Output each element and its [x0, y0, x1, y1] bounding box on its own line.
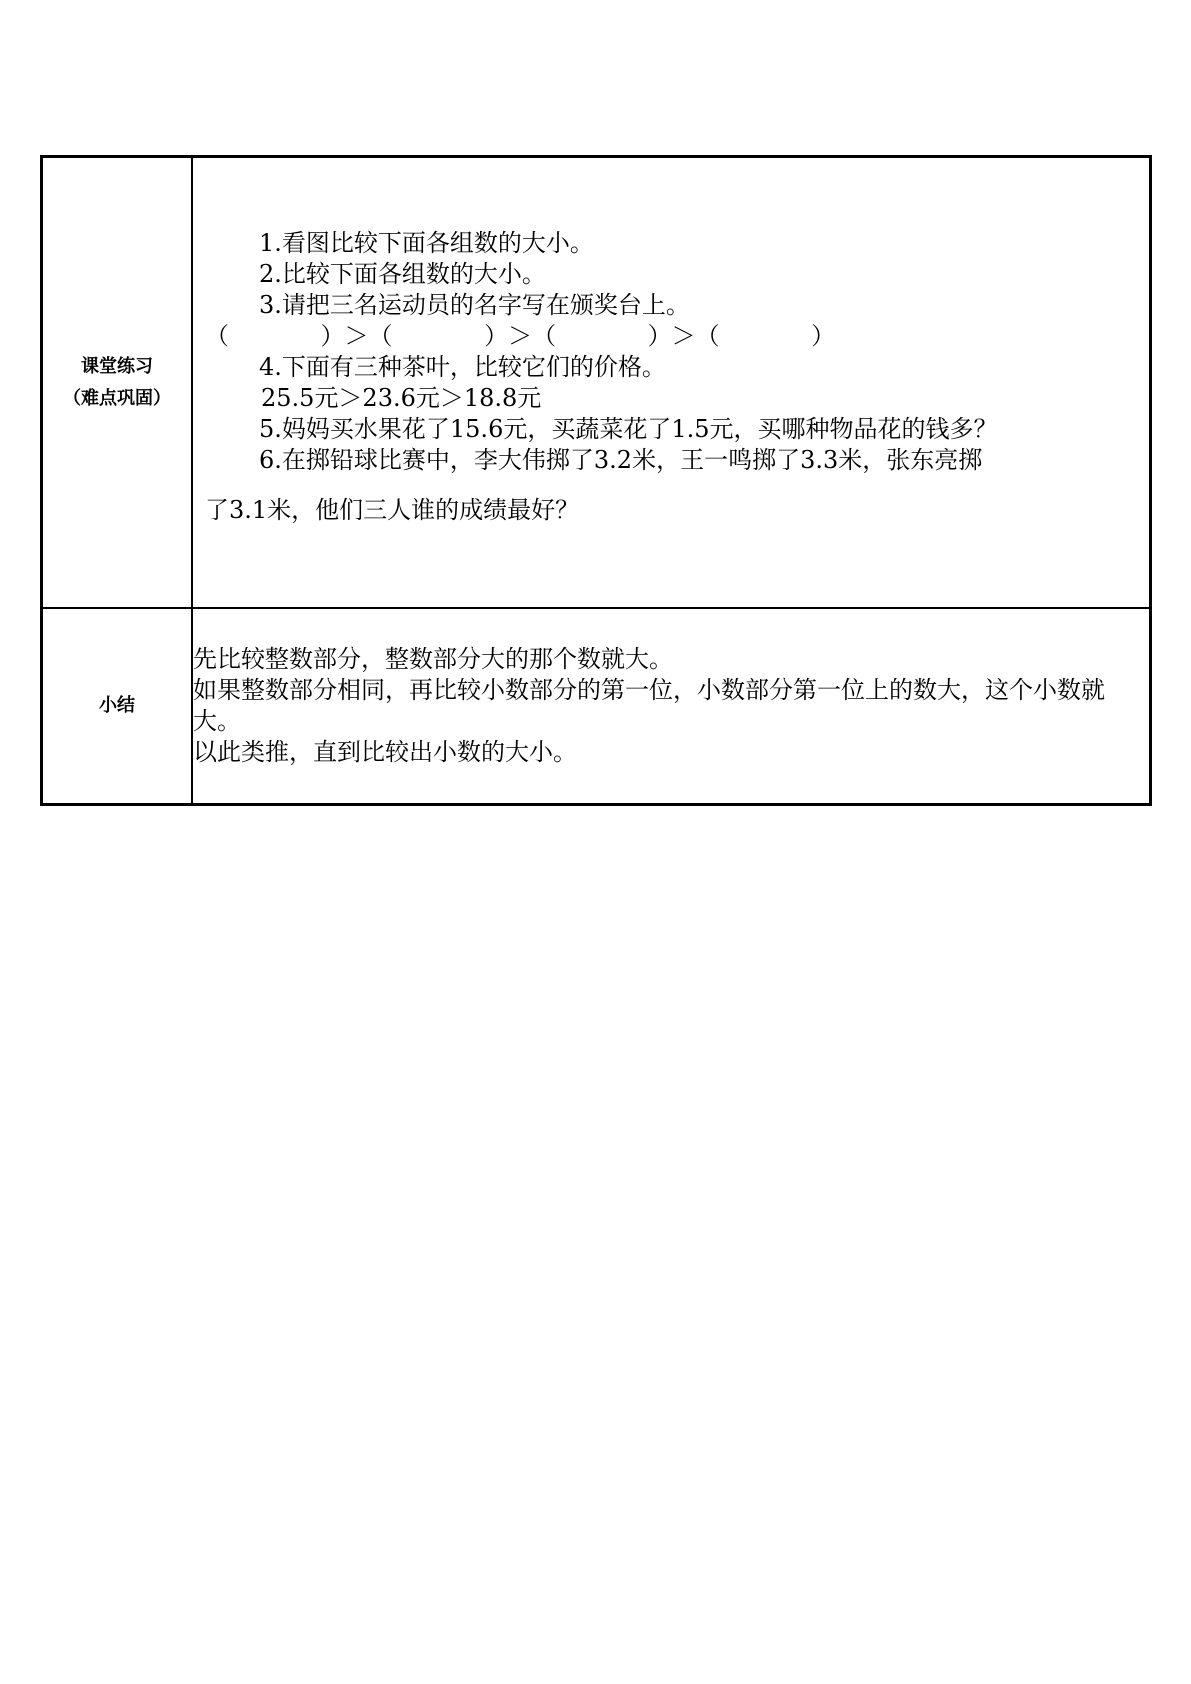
lesson-plan-table: [40, 155, 1152, 806]
summary-line-1: 先比较整数部分，整数部分大的那个数就大。: [193, 645, 673, 673]
summary-line-3: 以此类推，直到比较出小数的大小。: [193, 738, 577, 766]
tea-price-answer: 25.5元＞23.6元＞18.8元: [261, 384, 542, 412]
practice-sublabel: （难点巩固）: [63, 387, 171, 409]
summary-label-cell: [42, 608, 193, 805]
exercise-item-1: 1.看图比较下面各组数的大小。: [259, 229, 594, 257]
summary-label: 小结: [99, 695, 135, 716]
summary-content-cell: [192, 608, 1151, 805]
exercise-item-5: 5.妈妈买水果花了15.6元，买蔬菜花了1.5元，买哪种物品花的钱多？: [259, 415, 998, 443]
practice-label: 课堂练习: [81, 355, 153, 377]
practice-content: [193, 158, 1149, 607]
summary-line-2: 如果整数部分相同，再比较小数部分的第一位，小数部分第一位上的数大，这个小数就大。: [193, 676, 1105, 735]
practice-content-cell: [192, 157, 1151, 609]
exercise-item-4: 4.下面有三种茶叶，比较它们的价格。: [259, 353, 666, 381]
practice-row: [42, 157, 1151, 609]
exercise-item-6: 6.在掷铅球比赛中，李大伟掷了3.2米，王一鸣掷了3.3米，张东亮掷: [259, 446, 983, 474]
exercise-item-2: 2.比较下面各组数的大小。: [259, 260, 546, 288]
podium-answer-blanks: （ ）＞（ ）＞（ ）＞（ ）: [205, 322, 836, 350]
exercise-item-6-continued: 了3.1米，他们三人谁的成绩最好？: [205, 496, 580, 524]
practice-label-cell: [42, 157, 193, 609]
summary-row: [42, 608, 1151, 805]
exercise-item-3: 3.请把三名运动员的名字写在颁奖台上。: [259, 291, 690, 319]
